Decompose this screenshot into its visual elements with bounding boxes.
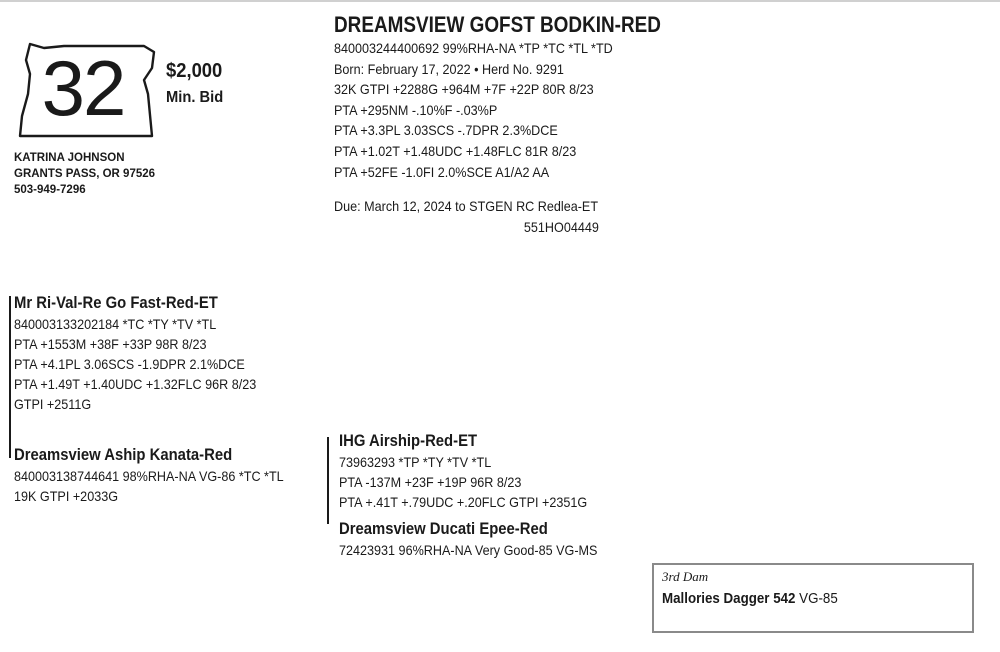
animal-pta-line: PTA +295NM -.10%F -.03%P	[334, 101, 498, 118]
consignor-info	[14, 150, 155, 198]
animal-name: DREAMSVIEW GOFST BODKIN-RED	[334, 12, 661, 37]
due-date-line: Due: March 12, 2024 to STGEN RC Redlea-ET	[334, 198, 599, 215]
consignor-name: KATRINA JOHNSON	[14, 152, 125, 164]
dam-details	[14, 444, 314, 506]
animal-registration: 840003244400692 99%RHA-NA *TP *TC *TL *TD	[334, 40, 613, 56]
minimum-bid-amount: $2,000	[166, 60, 223, 82]
sire-line: 840003133202184 *TC *TY *TV *TL	[14, 316, 217, 332]
consignor-city: GRANTS PASS, OR 97526	[14, 168, 156, 180]
animal-birth-herd: Born: February 17, 2022 • Herd No. 9291	[334, 60, 564, 77]
dam-line: 840003138744641 98%RHA-NA VG-86 *TC *TL	[14, 468, 284, 484]
granddam-line: 72423931 96%RHA-NA Very Good-85 VG-MS	[339, 542, 598, 558]
sire-line: PTA +1553M +38F +33P 98R 8/23	[14, 336, 207, 352]
granddam-details	[339, 518, 659, 560]
sire-line: PTA +4.1PL 3.06SCS -1.9DPR 2.1%DCE	[14, 356, 245, 372]
third-dam-score: VG-85	[799, 591, 838, 607]
dam-line: 19K GTPI +2033G	[14, 488, 119, 504]
third-dam-line	[662, 591, 838, 607]
granddam-name: Dreamsview Ducati Epee-Red	[339, 520, 548, 538]
maternal-sire-details	[339, 430, 659, 512]
maternal-sire-name: IHG Airship-Red-ET	[339, 432, 478, 450]
sire-line: GTPI +2511G	[14, 396, 92, 412]
third-dam-name: Mallories Dagger 542	[662, 591, 796, 607]
animal-pta-line: PTA +52FE -1.0FI 2.0%SCE A1/A2 AA	[334, 163, 550, 180]
animal-genomic-line: 32K GTPI +2288G +964M +7F +22P 80R 8/23	[334, 81, 594, 98]
sire-name: Mr Ri-Val-Re Go Fast-Red-ET	[14, 294, 218, 312]
animal-details	[334, 12, 754, 237]
service-sire-registration: 551HO04449	[523, 218, 599, 235]
animal-pta-line: PTA +3.3PL 3.03SCS -.7DPR 2.3%DCE	[334, 122, 558, 139]
animal-pta-line: PTA +1.02T +1.48UDC +1.48FLC 81R 8/23	[334, 142, 577, 159]
pedigree-bracket	[9, 296, 11, 458]
top-divider	[0, 0, 1000, 2]
dam-name: Dreamsview Aship Kanata-Red	[14, 446, 233, 464]
minimum-bid-label: Min. Bid	[166, 89, 224, 106]
maternal-sire-line: PTA -137M +23F +19P 96R 8/23	[339, 474, 522, 490]
consignor-phone: 503-949-7296	[14, 184, 86, 196]
lot-number: 32	[41, 44, 125, 132]
sire-line: PTA +1.49T +1.40UDC +1.32FLC 96R 8/23	[14, 376, 257, 392]
third-dam-box	[652, 563, 974, 633]
sire-details	[14, 292, 314, 414]
maternal-sire-line: PTA +.41T +.79UDC +.20FLC GTPI +2351G	[339, 494, 588, 510]
third-dam-label: 3rd Dam	[662, 569, 709, 584]
pedigree-bracket	[327, 437, 329, 524]
maternal-sire-line: 73963293 *TP *TY *TV *TL	[339, 454, 492, 470]
